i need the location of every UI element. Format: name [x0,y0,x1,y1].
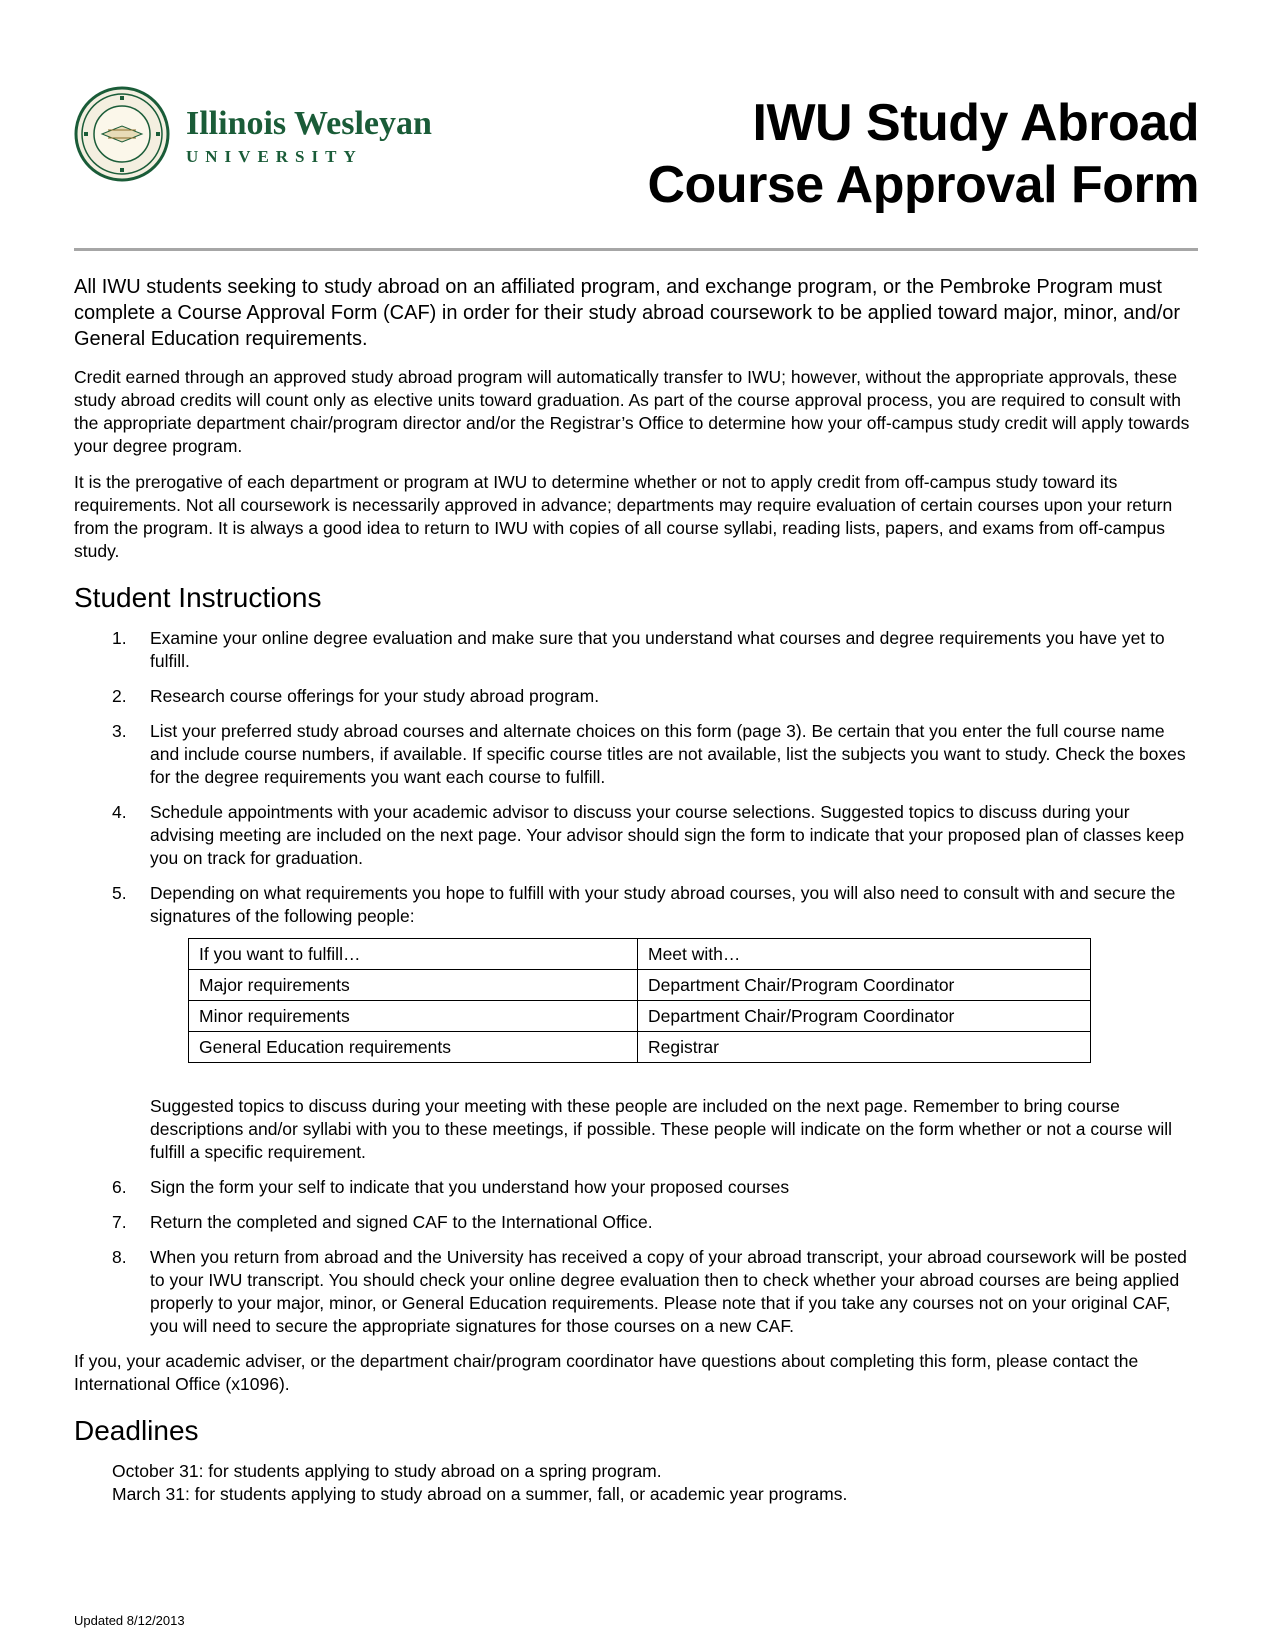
table-cell: General Education requirements [189,1032,638,1063]
header-divider [74,248,1198,251]
credit-paragraph: Credit earned through an approved study abroad program will automatically transfer to IWU; however, without the appropriate approvals, these study abroad credits will count only as elective units toward graduation. As part of the course approval process, you are required to consult with the appropriate department chair/program director and/or the Registrar’s Office to determine how your off-campus study credit will apply towards your degree program. [74,367,1190,456]
item-number: 6. [112,1177,127,1197]
table-row [189,970,1091,1001]
table-header-row [189,939,1091,970]
deadlines-list [74,1460,1198,1506]
item-text: Sign the form your self to indicate that you understand how your proposed courses [150,1177,790,1197]
logo-name-line2: UNIVERSITY [186,147,363,166]
signature-table [188,938,1091,1063]
item-number: 7. [112,1212,127,1232]
list-item [74,1176,1198,1199]
table-cell: Department Chair/Program Coordinator [638,970,1091,1001]
table-cell: Major requirements [189,970,638,1001]
updated-date: Updated 8/12/2013 [74,1613,185,1628]
table-cell: Registrar [638,1032,1091,1063]
instructions-list [74,627,1198,928]
item-text: Examine your online degree evaluation and make sure that you understand what courses and degree requirements you have yet to fulfill. [150,628,1165,671]
title-line-2: Course Approval Form [647,156,1199,214]
item-text: When you return from abroad and the University has received a copy of your abroad transcript, your abroad coursework will be posted to your IWU transcript. You should check your online degree evaluation then to check whether your abroad courses are being applied properly to your major, minor, or General Education requirements. Please note that if you take any courses not on your original CAF, you will need to secure the appropriate signatures for those courses on a new CAF. [150,1247,1187,1336]
item-text: Research course offerings for your study abroad program. [150,686,600,706]
deadline-item: October 31: for students applying to study abroad on a spring program. [112,1461,662,1481]
logo-name-line1: Illinois Wesleyan [186,105,432,142]
university-seal-icon [74,86,534,196]
list-item [74,801,1198,870]
page-title [648,92,1200,216]
table-row [189,1001,1091,1032]
item-number: 4. [112,802,127,822]
list-item [74,1246,1198,1338]
form-body [74,274,1198,1506]
university-logo [74,86,534,196]
item-number: 3. [112,721,127,741]
intro-paragraph: All IWU students seeking to study abroad on an affiliated program, and exchange program, or the Pembroke Program must complete a Course Approval Form (CAF) in order for their study abroad coursework to be applied toward major, minor, and/or General Education requirements. [74,276,1181,350]
item-text: Depending on what requirements you hope to fulfill with your study abroad courses, you will also need to consult with and secure the signatures of the following people: [150,883,1176,926]
topics-note: Suggested topics to discuss during your meeting with these people are included on the next page. Remember to bring course descriptions and/or syllabi with you to these meetings, if possible. These people will indicate on the form whether or not a course will fulfill a specific requirement. [150,1096,1173,1162]
contact-paragraph: If you, your academic adviser, or the department chair/program coordinator have questions about completing this form, please contact the International Office (x1096). [74,1351,1139,1394]
list-item [74,685,1198,708]
table-row [189,1032,1091,1063]
title-line-1: IWU Study Abroad [752,94,1199,152]
deadline-item: March 31: for students applying to study abroad on a summer, fall, or academic year programs. [112,1484,848,1504]
instructions-list-continued [74,1176,1198,1338]
list-item [74,627,1198,673]
item-text: List your preferred study abroad courses and alternate choices on this form (page 3). Be certain that you enter the full course name and include course numbers, if available. If specific course titles are not available, list the subjects you want to study. Check the boxes for the degree requirements you want each course to fulfill. [150,721,1186,787]
page-header [74,86,1199,214]
list-item [74,1211,1198,1234]
item-number: 1. [112,628,127,648]
item-text: Return the completed and signed CAF to the International Office. [150,1212,653,1232]
item-number: 2. [112,686,127,706]
list-item [74,720,1198,789]
instructions-heading: Student Instructions [74,582,322,613]
table-cell: Department Chair/Program Coordinator [638,1001,1091,1032]
item-number: 8. [112,1247,127,1267]
item-text: Schedule appointments with your academic advisor to discuss your course selections. Suggested topics to discuss during your advising meeting are included on the next page. Your advisor should sign the form to indicate that your proposed plan of classes keep you on track for graduation. [150,802,1185,868]
item-number: 5. [112,883,127,903]
table-header-cell: If you want to fulfill… [189,939,638,970]
deadlines-heading: Deadlines [74,1415,199,1446]
table-cell: Minor requirements [189,1001,638,1032]
prerogative-paragraph: It is the prerogative of each department or program at IWU to determine whether or not to apply credit from off-campus study toward its requirements. Not all coursework is necessarily approved in advance; departments may require evaluation of certain courses upon your return from the program. It is always a good idea to return to IWU with copies of all course syllabi, reading lists, papers, and exams from off-campus study. [74,472,1173,561]
table-header-cell: Meet with… [638,939,1091,970]
list-item [74,882,1198,928]
